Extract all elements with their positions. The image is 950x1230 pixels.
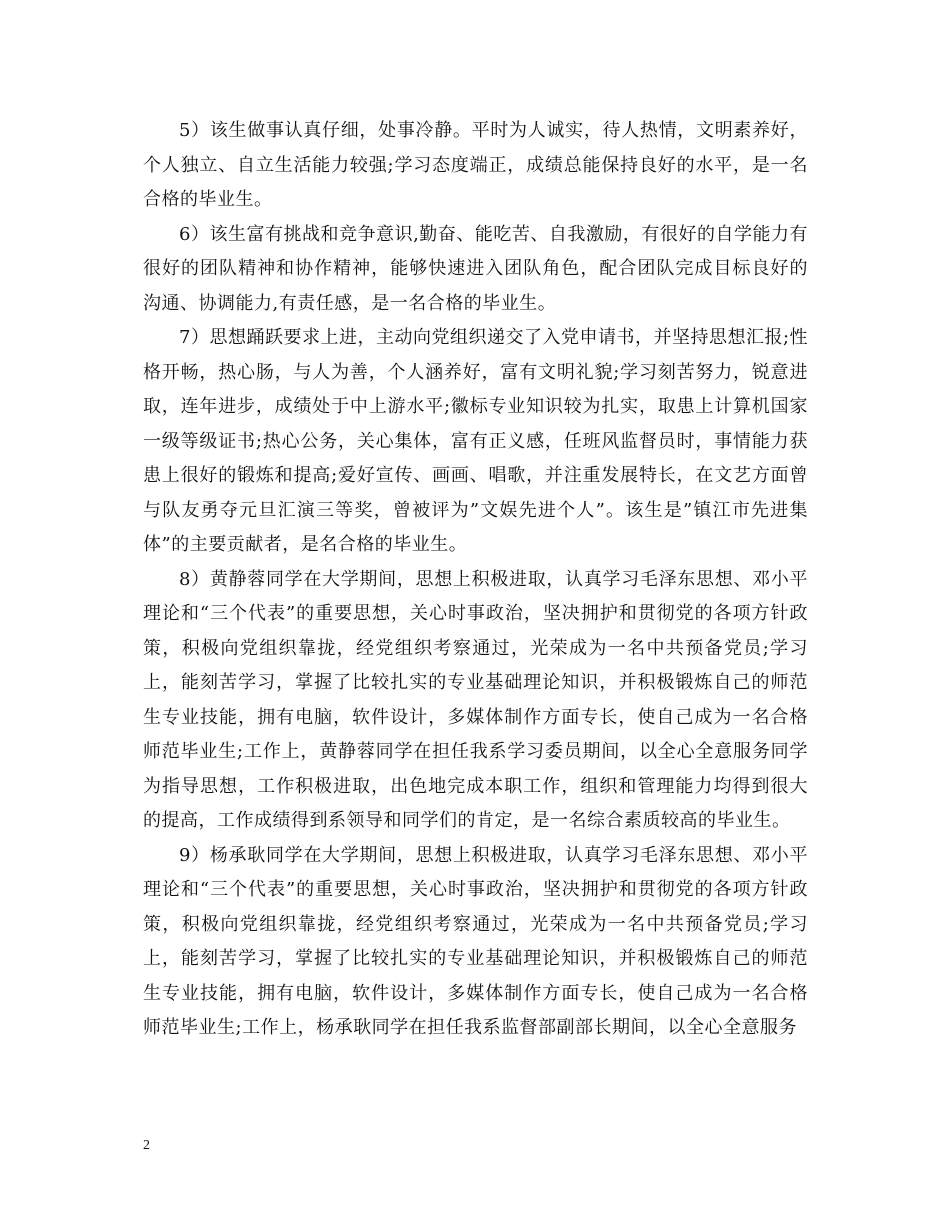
paragraph-5: 5）该生做事认真仔细，处事冷静。平时为人诚实，待人热情，文明素养好，个人独立、自立生活能力较强;学习态度端正，成绩总能保持良好的水平，是一名合格的毕业生。 [143, 120, 808, 210]
page-number: 2 [143, 1138, 150, 1153]
paragraph-6: 6）该生富有挑战和竞争意识,勤奋、能吃苦、自我激励，有很好的自学能力有很好的团队精神和协作精神，能够快速进入团队角色，配合团队完成目标良好的沟通、协调能力,有责任感，是一名合格的毕业生。 [143, 223, 808, 314]
document-page [143, 114, 808, 1046]
paragraph-9: 9）杨承耿同学在大学期间，思想上积极进取，认真学习毛泽东思想、邓小平理论和“三个代表”的重要思想，关心时事政治，坚决拥护和贯彻党的各项方针政策，积极向党组织靠拢，经党组织考察通过，光荣成为一名中共预备党员;学习上，能刻苦学习，掌握了比较扎实的专业基础理论知识，并积极锻炼自己的师范生专业技能，拥有电脑，软件设计，多媒体制作方面专长，使自己成为一名合格师范毕业生;工作上，杨承耿同学在担任我系监督部副部长期间，以全心全意服务 [143, 844, 808, 1038]
paragraph-8: 8）黄静蓉同学在大学期间，思想上积极进取，认真学习毛泽东思想、邓小平理论和“三个代表”的重要思想，关心时事政治，坚决拥护和贯彻党的各项方针政策，积极向党组织靠拢，经党组织考察通过，光荣成为一名中共预备党员;学习上，能刻苦学习，掌握了比较扎实的专业基础理论知识，并积极锻炼自己的师范生专业技能，拥有电脑，软件设计，多媒体制作方面专长，使自己成为一名合格师范毕业生;工作上，黄静蓉同学在担任我系学习委员期间，以全心全意服务同学为指导思想，工作积极进取，出色地完成本职工作，组织和管理能力均得到很大的提高，工作成绩得到系领导和同学们的肯定，是一名综合素质较高的毕业生。 [143, 568, 808, 831]
paragraph-7: 7）思想踊跃要求上进，主动向党组织递交了入党申请书，并坚持思想汇报;性格开畅，热心肠，与人为善，个人涵养好，富有文明礼貌;学习刻苦努力，锐意进取，连年进步，成绩处于中上游水平;徽标专业知识较为扎实，取患上计算机国家一级等级证书;热心公务，关心集体，富有正义感，任班风监督员时，事情能力获患上很好的锻炼和提高;爱好宣传、画画、唱歌，并注重发展特长，在文艺方面曾与队友勇夺元旦汇演三等奖，曾被评为”文娱先进个人”。该生是”镇江市先进集体”的主要贡献者，是名合格的毕业生。 [143, 327, 809, 555]
